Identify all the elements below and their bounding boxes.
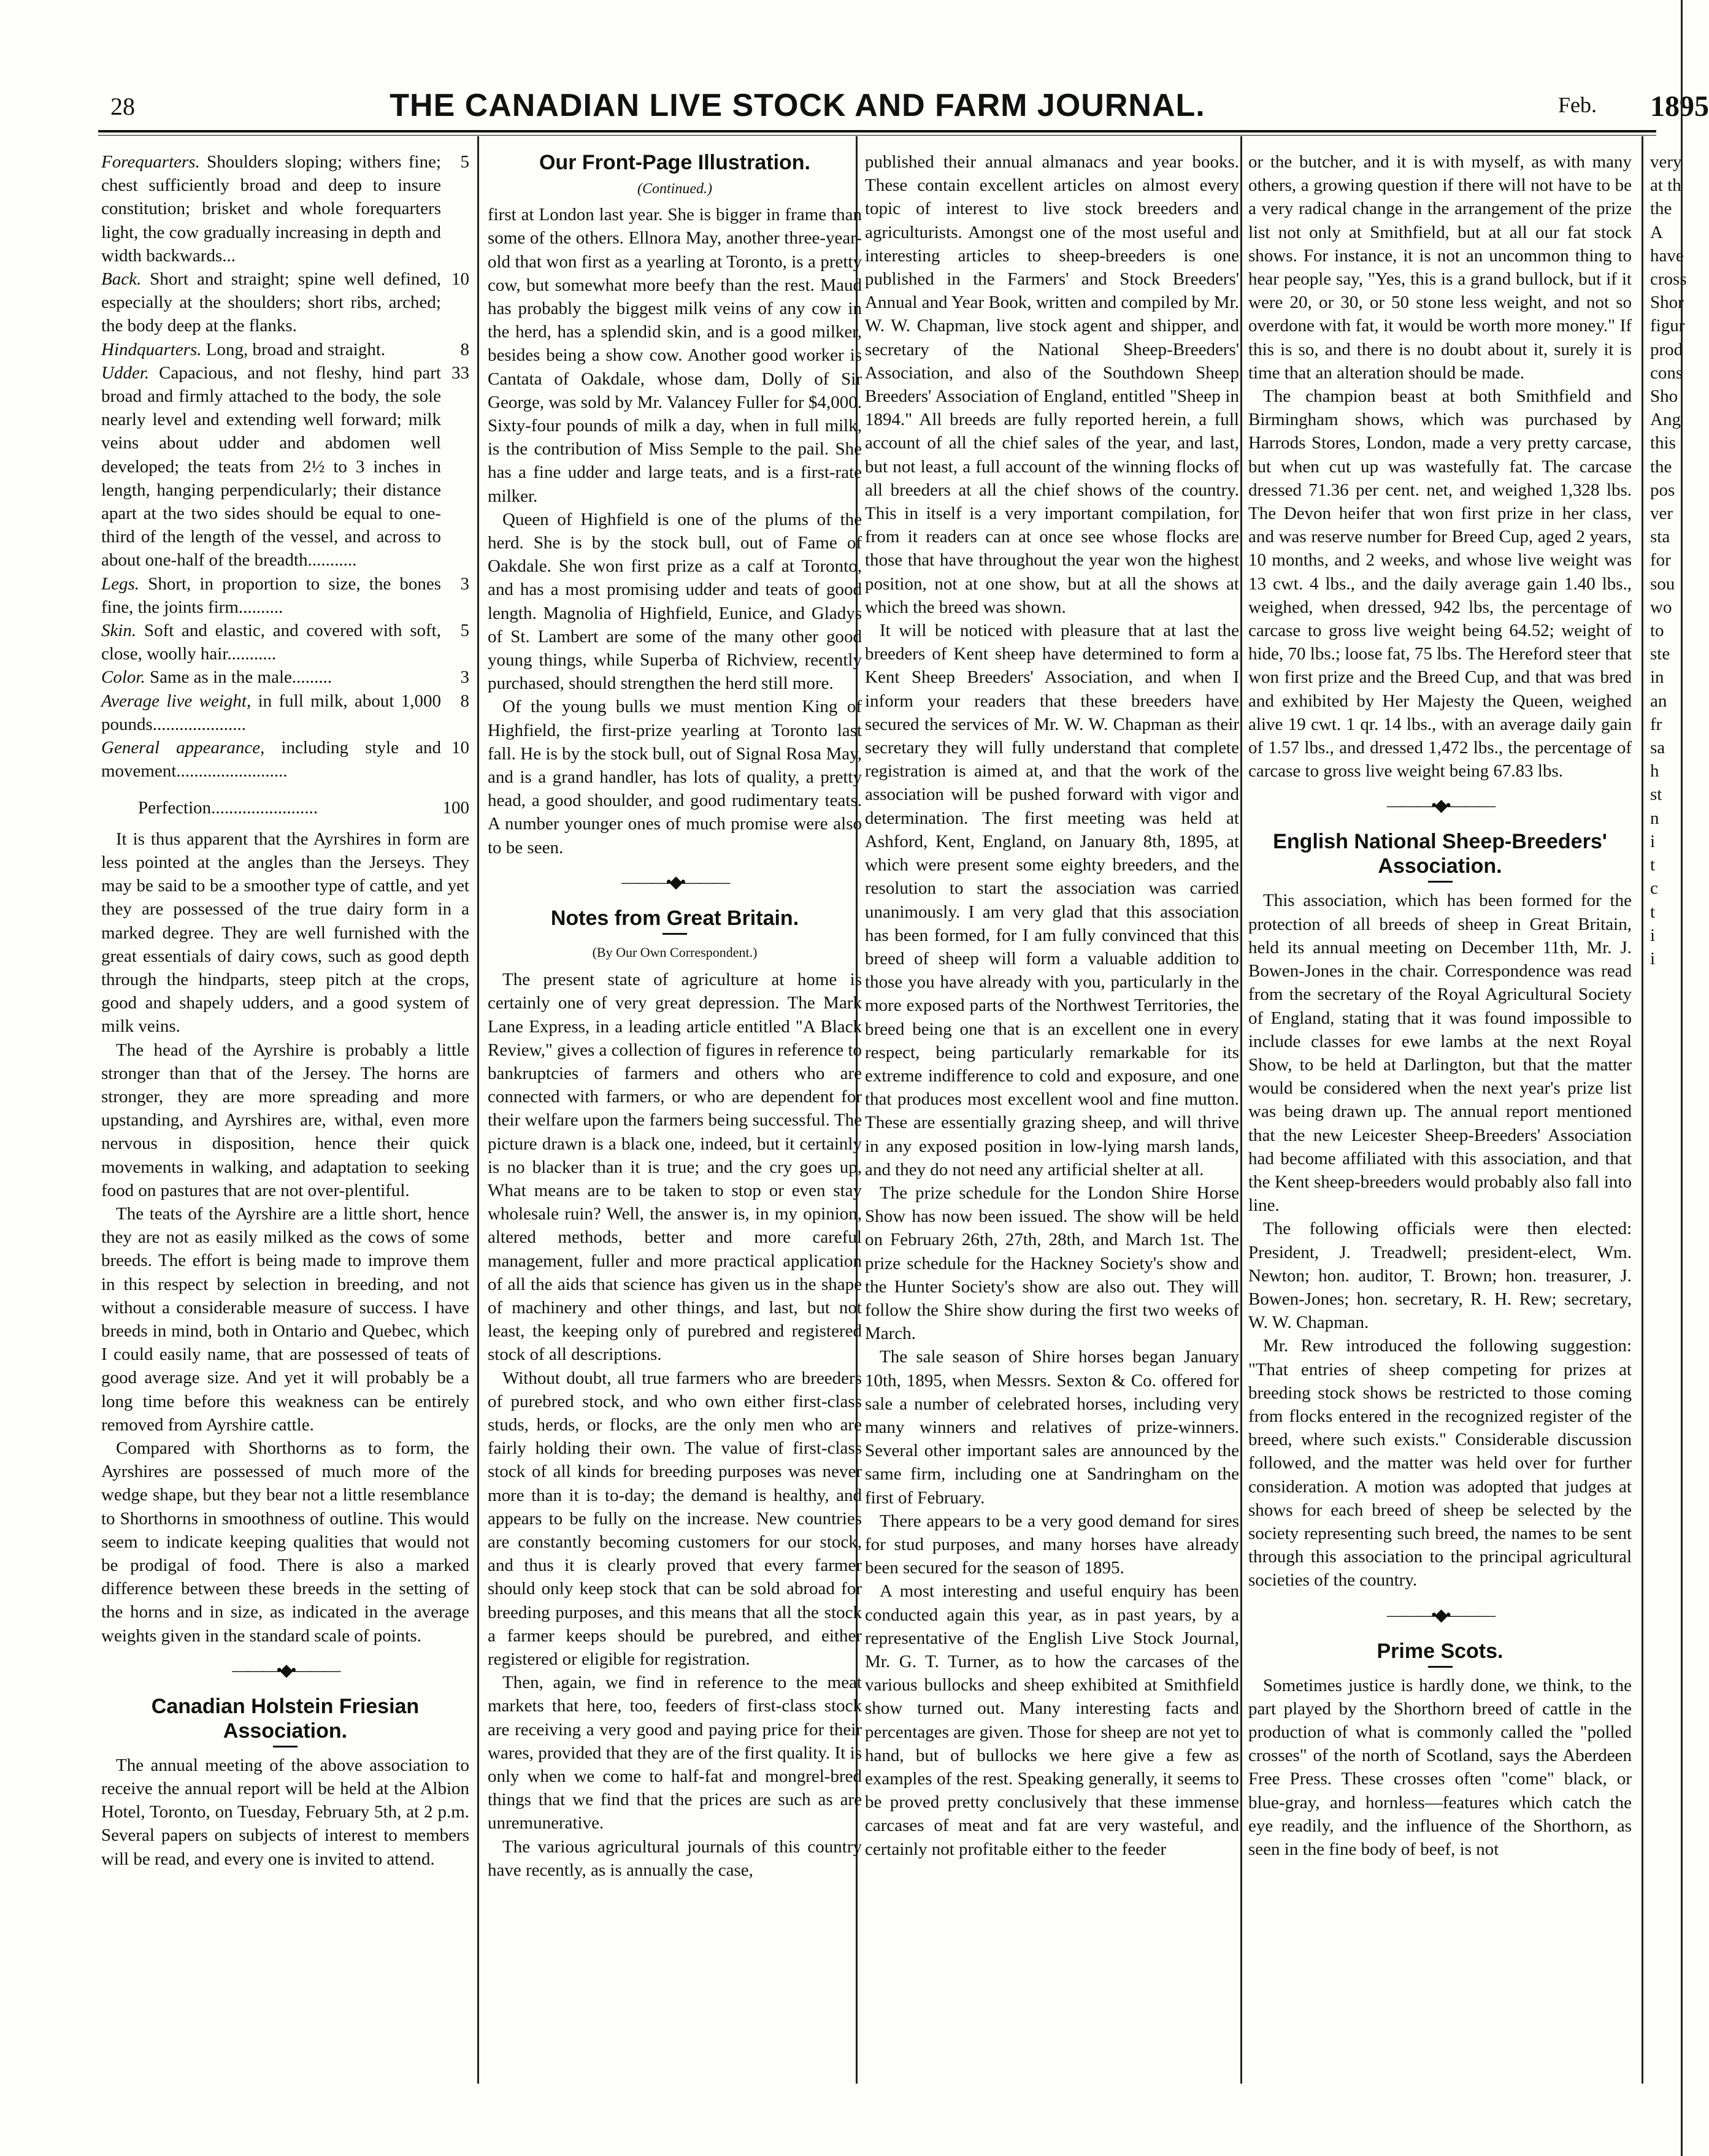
- paragraph: It is thus apparent that the Ayrshires in form are less pointed at the angles than the Jerseys. They may be said to be a smoother type of cattle, and yet they are possessed of the true dairy form in a marked degree. They are well furnished with the great essentials of dairy cows, such as good depth through the hindparts, steep pitch at the crops, good and shapely udders, and a good system of milk veins.: [101, 829, 469, 1037]
- fragment-line: the A: [1650, 199, 1672, 242]
- paragraph: Of the young bulls we must mention King of Highfield, the first-prize yearling at Toronto last fall. He is by the stock bull, out of Signal Rosa May, and is a grand handler, has lots of quality, a pretty head, a good shoulder, and good rudimentary teats. A number younger ones of much promise were also to be seen.: [488, 697, 862, 857]
- fragment-line: at th: [1650, 175, 1681, 196]
- scale-item: Legs. Short, in proportion to size, the bones fine, the joints firm.......... 3: [101, 574, 469, 617]
- paragraph: Compared with Shorthorns as to form, the Ayrshires are possessed of much more of the wedge shape, but they bear not a little resemblance to Shorthorns in smoothness of outline. This would seem to indicate keeping qualities that would not be prodigal of food. There is also a marked difference between these breeds in the setting of the horns and in size, as indicated in the average weights given in the standard scale of points.: [101, 1438, 469, 1646]
- ornament-divider: ———•◆•———: [1386, 1605, 1494, 1625]
- fragment-line: very: [1650, 152, 1682, 172]
- paragraph: Mr. Rew introduced the following suggestion: "That entries of sheep competing for prizes at breeding stock shows be restricted to those coming from flocks entered in the recognized register of the breed, where such exists." Considerable discussion followed, and the matter was held over for further consideration. A motion was adopted that judges at shows for each breed of sheep be selected by the society representing such breed, the names to be sent through this association to the principal agricultural societies of the country.: [1248, 1336, 1632, 1590]
- fragment-line: cons: [1650, 363, 1683, 383]
- fragment-line: prod: [1650, 339, 1683, 359]
- scale-item: Back. Short and straight; spine well defined, especially at the shoulders; short ribs, arched; the body deep at the flanks. 10: [101, 269, 469, 336]
- paragraph: or the butcher, and it is with myself, as with many others, a growing question if there will not have to be a very radical change in the arrangement of the prize list not only at Smithfield, but at all our fat stock shows. For instance, it is not an uncommon thing to hear people say, "Yes, this is a grand bullock, but if it were 20, or 30, or 50 stone less weight, and not so overdone with fat, it would be worth more money." If this is so, and there is no doubt about it, surely it is time that an alteration should be made.: [1248, 152, 1632, 383]
- header-rule-thin: [98, 135, 1656, 136]
- scale-item: Color. Same as in the male......... 3: [101, 667, 469, 688]
- fragment-line: figur: [1650, 316, 1685, 336]
- header-rule: [98, 130, 1656, 132]
- paragraph: The following officials were then elected: President, J. Treadwell; president-elect, Wm. Newton; hon. auditor, T. Brown; hon. treasurer, J. Bowen-Jones; hon. secretary, R. H. Rew; secretary, W. W. Chapman.: [1248, 1219, 1632, 1333]
- fragment-line: i: [1650, 925, 1656, 945]
- scale-item: Hindquarters. Long, broad and straight. 8: [101, 339, 469, 359]
- scale-item: Average live weight, in full milk, about 1,000 pounds..................... 8: [101, 691, 469, 734]
- fragment-line: sou: [1650, 574, 1675, 594]
- fragment-line: Shor: [1650, 293, 1684, 313]
- paragraph: Queen of Highfield is one of the plums of the herd. She is by the stock bull, out of Fame of Oakdale. She won first prize as a calf at Toronto, and has a most promising udder and teats of good length. Magnolia of Highfield, Eunice, and Gladys of St. Lambert are some of the many other good young things, while Superba of Richview, recently purchased, should strengthen the herd still more.: [488, 509, 862, 694]
- paragraph: The present state of agriculture at home is certainly one of very great depression. The Mark Lane Express, in a leading article entitled "A Black Review," gives a collection of figures in reference to bankruptcies of farmers and others who are connected with farmers, or who are dependent for their welfare upon the farmers being successful. The picture drawn is a black one, indeed, but it certainly is no blacker than it is true; and the cry goes up, What means are to be taken to stop or even stay wholesale ruin? Well, the answer is, in my opinion, altered methods, better and more careful management, fuller and more practical application of all the aids that science has given us in the shape of machinery and other things, and last, but not least, the keeping only of purebred and registered stock of all descriptions.: [488, 970, 862, 1365]
- column-1: [101, 150, 469, 2082]
- issue-month: Feb.: [1558, 93, 1597, 117]
- column-5-fragment: [1650, 150, 1687, 2082]
- fragment-line: Sho: [1650, 386, 1678, 407]
- holstein-heading: Canadian Holstein Friesian Association.: [151, 1694, 420, 1743]
- ornament-divider: ———•◆•———: [232, 1660, 339, 1680]
- paragraph: It will be noticed with pleasure that at last the breeders of Kent sheep have determined to form a Kent Sheep Breeders' Association, and when I inform your readers that these breeders have secured the services of Mr. W. W. Chapman as their secretary they will fully understand that complete registration is aimed at, and that the work of the association will be pushed forward with vigor and determination. The first meeting was held at Ashford, Kent, England, on January 8th, 1895, at which were present some eighty breeders, and the resolution to start the association was carried unanimously. I am very glad that this association has been formed, for I am fully convinced that this breed of sheep will form a valuable addition to those you have already with you, particularly in the more exposed parts of the Northwest Territories, the breed being one that is an excellent one in every respect, being particularly remarkable for its extreme indifference to cold and exposure, and one that produces most excellent wool and fine mutton. These are essentially grazing sheep, and will thrive in any exposed position in low-lying marsh lands, and they do not need any artificial shelter at all.: [865, 621, 1239, 1180]
- fragment-line: Ang: [1650, 410, 1681, 430]
- heading-rule: [662, 933, 687, 935]
- paragraph: Then, again, we find in reference to the meat markets that here, too, feeders of first-class stock are receiving a very good and paying price for their wares, provided that they are of the first quality. It is only when we come to half-fat and mongrel-bred things that we find that the prices are such as are unremunerative.: [488, 1673, 862, 1833]
- paragraph: The various agricultural journals of this country have recently, as is annually the case,: [488, 1836, 862, 1880]
- fragment-line: n: [1650, 808, 1659, 828]
- scale-item: General appearance, including style and movement......................... 10: [101, 738, 469, 781]
- fragment-line: an: [1650, 691, 1667, 711]
- heading-rule: [1428, 881, 1453, 883]
- fragment-line: pos: [1650, 480, 1675, 500]
- fragment-line: sta: [1650, 527, 1670, 547]
- scale-item: Udder. Capacious, and not fleshy, hind part broad and firmly attached to the body, the sole nearly level and extending well forward; milk veins about udder and abdomen well developed; the teats from 2½ to 3 inches in length, hanging perpendicularly; their distance apart at the two sides should be equal to one-third of the length of the vessel, and across to about one-half of the breadth........... 33: [101, 363, 469, 570]
- fragment-line: have: [1650, 245, 1684, 266]
- prime-scots-heading: Prime Scots.: [1377, 1639, 1504, 1663]
- paragraph: The sale season of Shire horses began January 10th, 1895, when Messrs. Sexton & Co. offered for sale a number of celebrated horses, including very many winners and relatives of prize-winners. Several other important sales are announced by the same firm, including one at Sandringham on the first of February.: [865, 1347, 1239, 1508]
- scale-item: Skin. Soft and elastic, and covered with soft, close, woolly hair........... 5: [101, 621, 469, 664]
- heading-rule: [273, 1746, 298, 1747]
- paragraph: The annual meeting of the above association to receive the annual report will be held at the Albion Hotel, Toronto, on Tuesday, February 5th, at 2 p.m. Several papers on subjects of interest to members will be read, and every one is invited to attend.: [101, 1755, 469, 1869]
- page-number: 28: [110, 93, 135, 120]
- paragraph: published their annual almanacs and year books. These contain excellent articles on almost every topic of interest to live stock breeders and agriculturists. Amongst one of the most useful and interesting articles to sheep-breeders is one published in the Farmers' and Stock Breeders' Annual and Year Book, written and compiled by Mr. W. W. Chapman, live stock agent and shipper, and secretary of the National Sheep-Breeders' Association, and also of the Southdown Sheep Breeders' Association of England, entitled "Sheep in 1894." All breeds are fully reported herein, a full account of all the chief sales of the year, and last, but not least, a full account of the winning flocks of all breeders at all the chief shows of the country. This in itself is a very important compilation, for from it readers can at once see whose flocks are those that have throughout the year won the highest position, not at one show, but at all the shows at which the breed was shown.: [865, 152, 1239, 617]
- fragment-line: h: [1650, 761, 1659, 781]
- column-4: [1248, 150, 1632, 2082]
- heading-rule: [1428, 1666, 1453, 1668]
- column-divider: [1240, 136, 1242, 2084]
- paragraph: Sometimes justice is hardly done, we think, to the part played by the Shorthorn breed of cattle in the production of what is commonly called the "polled crosses" of the north of Scotland, says the Aberdeen Free Press. These crosses often "come" black, or blue-gray, and hornless—features which catch the eye readily, and the influence of the Shorthorn, as seen in the fine body of beef, is not: [1248, 1675, 1632, 1859]
- paragraph: first at London last year. She is bigger in frame than some of the others. Ellnora May, another three-year-old that won first as a yearling at Toronto, is a pretty cow, but somewhat more beefy than the rest. Maud has probably the biggest milk veins of any cow in the herd, has a splendid skin, and is a good milker, besides being a show cow. Another good worker is Cantata of Oakdale, whose dam, Dolly of Sir George, was sold by Mr. Valancey Fuller for $4,000. Sixty-four pounds of milk a day, when in full milk, is the contribution of Miss Semple to the pail. She has a fine udder and large teats, and is a first-rate milker.: [488, 205, 862, 506]
- fragment-line: c: [1650, 878, 1658, 899]
- fragment-line: in: [1650, 667, 1664, 688]
- fragment-line: for: [1650, 550, 1671, 570]
- fragment-line: cross: [1650, 269, 1687, 290]
- paragraph: The champion beast at both Smithfield and Birmingham shows, which was purchased by Harrods Stores, London, made a very pretty carcase, but when cut up was wastefully fat. The carcase dressed 71.36 per cent. net, and weighed 1,328 lbs. The Devon heifer that won first prize in her class, and was reserve number for Breed Cup, aged 2 years, 10 months, and 2 weeks, and whose live weight was 13 cwt. 4 lbs., and the daily average gain 1.40 lbs., weighed, when dressed, 942 lbs, the percentage of carcase to gross live weight being 64.52; weight of hide, 70 lbs.; loose fat, 75 lbs. The Hereford steer that won first prize and the Breed Cup, and that was bred and exhibited by Her Majesty the Queen, weighed alive 19 cwt. 1 qr. 14 lbs., with an average daily gain of 1.57 lbs., and dressed 1,472 lbs., the percentage of carcase to gross live weight being 67.83 lbs.: [1248, 386, 1632, 781]
- continued-note: (Continued.): [637, 181, 712, 197]
- fragment-line: t: [1650, 855, 1656, 875]
- paragraph: The prize schedule for the London Shire Horse Show has now been issued. The show will be held on February 26th, 27th, 28th, and March 1st. The prize schedule for the Hackney Society's show and the Hunter Society's show are also out. They will follow the Shire show during the first two weeks of March.: [865, 1183, 1239, 1344]
- column-divider: [1642, 136, 1643, 2084]
- fragment-line: ste: [1650, 644, 1670, 664]
- column-divider: [477, 136, 479, 2084]
- perfection-total: Perfection........................ 100: [138, 798, 469, 818]
- fragment-line: this: [1650, 433, 1676, 453]
- fragment-line: i: [1650, 948, 1656, 969]
- paragraph: This association, which has been formed for the protection of all breeds of sheep in Great Britain, held its annual meeting on December 11th, Mr. J. Bowen-Jones in the chair. Correspondence was read from the secretary of the Royal Agricultural Society of England, stating that it was found impossible to include classes for ewe lambs at the next Royal Show, to be held at Darlington, but that the matter would be considered when the next year's prize list was being drawn up. The annual report mentioned that the new Leicester Sheep-Breeders' Association had become affiliated with this association, and that the Kent sheep-breeders would probably also fall into line.: [1248, 891, 1632, 1216]
- fragment-line: to: [1650, 621, 1664, 641]
- ornament-divider: ———•◆•———: [1386, 796, 1494, 816]
- issue-year: 1895: [1650, 90, 1709, 123]
- paragraph: Without doubt, all true farmers who are breeders of purebred stock, and who own either first-class studs, herds, or flocks, are the only men who are fairly holding their own. The value of first-class stock of all kinds for breeding purposes was never more than it is to-day; the demand is healthy, and appears to be fully on the increase. New countries are constantly becoming customers for our stock, and thus it is clearly proved that every farmer should only keep stock that can be sold abroad for breeding purposes, and this means that all the stock a farmer keeps should be purebred, and either registered or eligible for registration.: [488, 1368, 862, 1669]
- paragraph: The teats of the Ayrshire are a little short, hence they are not as easily milked as the cows of some breeds. The effort is being made to improve them in this respect by selection in breeding, and not without a considerable measure of success. I have breeds in mind, both in Ontario and Quebec, which I could easily name, that are possessed of teats of good average size. And yet it will probably be a long time before this weakness can be entirely removed from Ayrshire cattle.: [101, 1203, 469, 1435]
- fragment-line: fr: [1650, 714, 1662, 734]
- byline: (By Our Own Correspondent.): [592, 944, 758, 960]
- fragment-line: i: [1650, 831, 1656, 851]
- ornament-divider: ———•◆•———: [621, 872, 728, 892]
- fragment-line: the: [1650, 456, 1672, 477]
- sheep-heading: English National Sheep-Breeders' Association.: [1273, 830, 1607, 878]
- column-2: [488, 150, 862, 2082]
- notes-heading: Notes from Great Britain.: [550, 906, 799, 930]
- fragment-line: ver: [1650, 504, 1673, 524]
- fragment-line: st: [1650, 785, 1662, 805]
- fragment-line: wo: [1650, 597, 1672, 617]
- column-3: [865, 150, 1239, 2082]
- paragraph: A most interesting and useful enquiry has been conducted again this year, as in past years, by a representative of the English Live Stock Journal, Mr. G. T. Turner, as to how the carcases of the various bullocks and sheep exhibited at Smithfield show turned out. Many interesting facts and percentages are given. Those for sheep are not yet to hand, but of bullocks we here give a few as examples of the rest. Speaking generally, it seems to be proved pretty conclusively that these immense carcases of meat and fat are very wasteful, and certainly not profitable either to the feeder: [865, 1581, 1239, 1859]
- journal-title: THE CANADIAN LIVE STOCK AND FARM JOURNAL.: [390, 88, 1205, 123]
- fragment-line: sa: [1650, 738, 1665, 758]
- illustration-heading: Our Front-Page Illustration.: [539, 151, 811, 174]
- paragraph: There appears to be a very good demand for sires for stud purposes, and many horses have already been secured for the season of 1895.: [865, 1511, 1239, 1578]
- scale-item: Forequarters. Shoulders sloping; withers fine; chest sufficiently broad and deep to insure constitution; brisket and whole forequarters light, the cow gradually increasing in depth and width backwards... 5: [101, 152, 469, 266]
- paragraph: The head of the Ayrshire is probably a little stronger than that of the Jersey. The horns are stronger, they are more spreading and more upstanding, and Ayrshires are, withal, even more nervous in disposition, hence their quick movements in walking, and adaptation to seeking food on pastures that are not over-plentiful.: [101, 1040, 469, 1200]
- fragment-line: t: [1650, 902, 1656, 922]
